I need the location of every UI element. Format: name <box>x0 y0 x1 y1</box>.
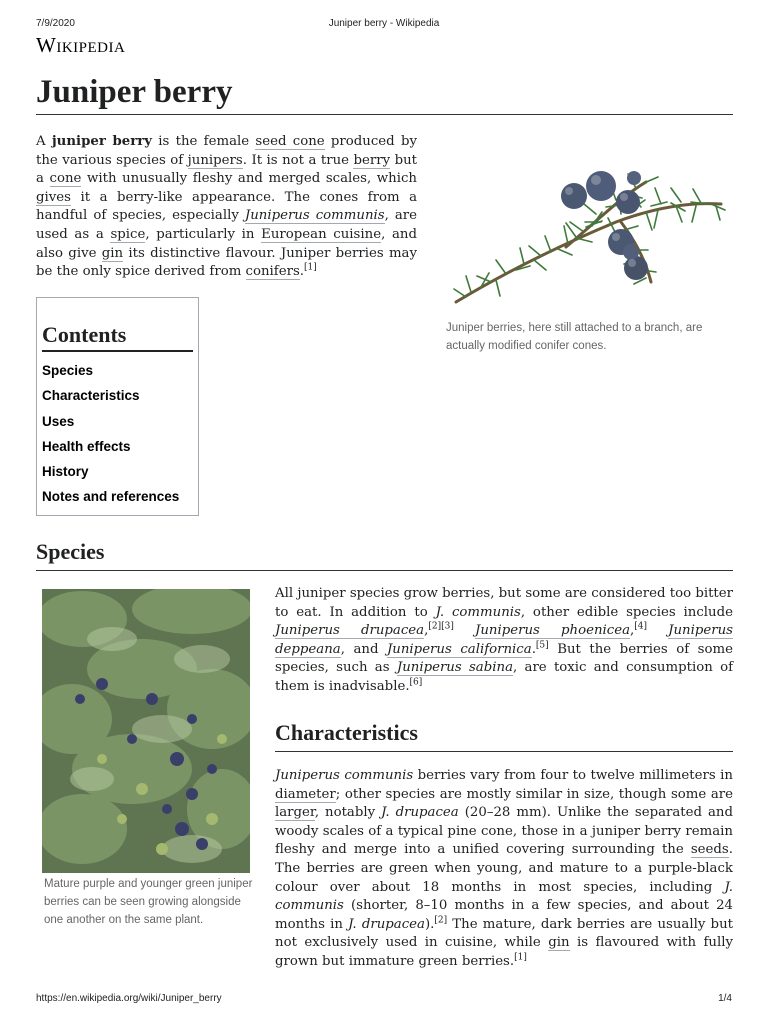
toc-item-uses[interactable]: Uses <box>42 413 75 429</box>
juniper-branch-image[interactable] <box>446 152 731 312</box>
print-page-number: 1/4 <box>718 993 732 1004</box>
juniper-branch-caption: Juniper berries, here still attached to a branch, are actually modified conifer cones. <box>446 322 703 352</box>
species-paragraph: All juniper species grow berries, but some are considered too bitter to eat. In addition to J. communis, other edible species include Juniperus drupacea,[2][3] Juniperus phoenicea,[4] Juniperus deppeana, and Juniperus californica.[5] But the berries of some species, such as Juniperus sabina, are toxic and consumption of them is inadvisable.[6] <box>275 586 734 694</box>
toc-item-notes-and-references[interactable]: Notes and references <box>42 489 180 505</box>
link-berry[interactable]: berry <box>353 152 391 168</box>
link-cone[interactable]: cone <box>49 171 82 187</box>
table-of-contents <box>36 297 199 516</box>
characteristics-heading: Characteristics <box>275 719 733 752</box>
link-juniperus-deppeana[interactable]: Juniperus deppeana <box>275 623 733 657</box>
lead-paragraph: A juniper berry is the female seed cone produced by the various species of junipers. It is not a true berry but a cone with unusually fleshy and merged scales, which gives it a berry-like appearance. The cones from a handful of species, especially Juniperus communis, are used as a spice, particularly in European cuisine, and also give gin its distinctive flavour. Juniper berries may be the only spice derived from conifers.[1] <box>36 134 417 280</box>
toc-item-characteristics[interactable]: Characteristics <box>42 388 140 404</box>
print-title: Juniper berry - Wikipedia <box>328 18 440 29</box>
ref-1[interactable]: [1] <box>304 262 317 273</box>
ref-2-3[interactable]: [2][3] <box>428 621 454 632</box>
link-seed-cone[interactable]: seed cone <box>255 134 325 149</box>
species-section <box>275 585 733 697</box>
ref-5[interactable]: [5] <box>535 640 549 651</box>
toc-list <box>42 358 193 510</box>
link-conifers[interactable]: conifers <box>245 264 300 280</box>
link-juniperus-communis[interactable]: Juniperus communis <box>244 208 385 224</box>
link-juniperus-drupacea[interactable]: Juniperus drupacea <box>275 623 425 639</box>
juniper-bush-image[interactable] <box>42 589 250 873</box>
juniper-branch-illustration <box>446 152 731 312</box>
link-spice[interactable]: spice <box>110 226 146 242</box>
characteristics-section <box>275 767 733 972</box>
ref-4[interactable]: [4] <box>634 621 647 632</box>
link-european-cuisine[interactable]: European cuisine <box>261 226 382 242</box>
ref-6[interactable]: [6] <box>409 677 423 688</box>
link-gives[interactable]: gives <box>36 189 71 205</box>
toc-item-species[interactable]: Species <box>42 363 94 378</box>
ref-1b[interactable]: [1] <box>514 952 527 963</box>
link-seeds[interactable]: seeds <box>690 842 729 858</box>
link-junipers[interactable]: junipers <box>187 152 243 168</box>
link-diameter[interactable]: diameter <box>275 786 336 802</box>
toc-item-health-effects[interactable]: Health effects <box>42 438 131 454</box>
link-juniperus-sabina[interactable]: Juniperus sabina <box>396 660 513 676</box>
page-title: Juniper berry <box>36 72 733 115</box>
lead-section <box>36 133 417 282</box>
link-juniperus-californica[interactable]: Juniperus californica <box>386 641 532 657</box>
species-heading: Species <box>36 538 733 571</box>
ref-2b[interactable]: [2] <box>434 915 448 926</box>
link-gin[interactable]: gin <box>101 245 124 261</box>
juniper-bush-caption: Mature purple and younger green juniper berries can be seen growing alongside one another on the same plant. <box>44 878 253 926</box>
wikipedia-wordmark[interactable]: Wikipedia <box>36 33 126 57</box>
link-juniperus-phoenicea[interactable]: Juniperus phoenicea <box>475 623 630 639</box>
link-larger[interactable]: larger <box>275 805 315 821</box>
link-gin-2[interactable]: gin <box>548 935 570 951</box>
juniper-bush-illustration <box>42 589 250 873</box>
characteristics-paragraph: Juniperus communis berries vary from four to twelve millimeters in diameter; other species are mostly similar in size, though some are larger, notably J. drupacea (20–28 mm). Unlike the separated and woody scales of a typical pine cone, those in a juniper berry remain fleshy and merge into a unified covering surrounding the seeds. The berries are green when young, and mature to a purple-black colour over about 18 months in most species, including J. communis (shorter, 8–10 months in a few species, and about 24 months in J. drupacea).[2] The mature, dark berries are usually but not exclusively used in cuisine, while gin is flavoured with fully grown but immature green berries.[1] <box>275 768 734 969</box>
print-url: https://en.wikipedia.org/wiki/Juniper_berry <box>36 993 222 1004</box>
print-header <box>36 18 732 32</box>
toc-title: Contents <box>42 322 193 352</box>
print-date: 7/9/2020 <box>36 18 75 29</box>
print-footer <box>36 993 732 1007</box>
toc-item-history[interactable]: History <box>42 464 89 480</box>
